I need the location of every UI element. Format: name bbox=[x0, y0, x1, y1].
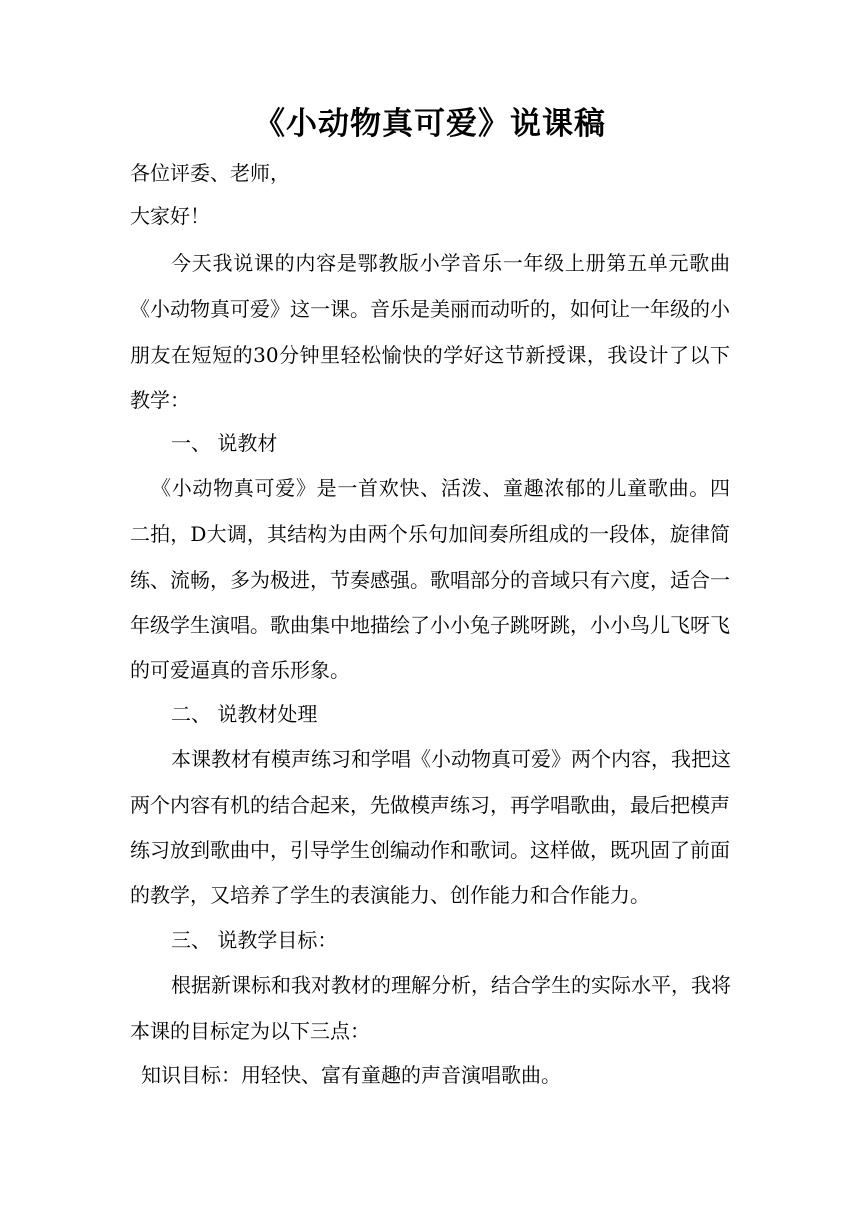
paragraph-line: 的可爱逼真的音乐形象。 bbox=[130, 658, 350, 682]
paragraph-line: 练习放到歌曲中，引导学生创编动作和歌词。这样做，既巩固了前面 bbox=[130, 838, 730, 862]
paragraph-line: 本课教材有模声练习和学唱《小动物真可爱》两个内容，我把这 bbox=[171, 747, 731, 771]
paragraph-line: 《小动物真可爱》是一首欢快、活泼、童趣浓郁的儿童歌曲。四 bbox=[151, 476, 730, 500]
paragraph-line: 练、流畅，多为极进，节奏感强。歌唱部分的音域只有六度，适合一 bbox=[130, 568, 730, 592]
greeting-line: 大家好！ bbox=[130, 204, 210, 228]
document-title: 《小动物真可爱》说课稿 bbox=[254, 106, 606, 142]
paragraph-line: 朋友在短短的30分钟里轻松愉快的学好这节新授课，我设计了以下 bbox=[130, 343, 730, 367]
greeting-line: 各位评委、老师， bbox=[130, 161, 290, 185]
paragraph-line: 的教学，又培养了学生的表演能力、创作能力和合作能力。 bbox=[130, 883, 650, 907]
paragraph-line: 年级学生演唱。歌曲集中地描绘了小小兔子跳呀跳，小小鸟儿飞呀飞 bbox=[130, 613, 730, 637]
paragraph-line: 知识目标：用轻快、富有童趣的声音演唱歌曲。 bbox=[141, 1063, 561, 1087]
paragraph-line: 今天我说课的内容是鄂教版小学音乐一年级上册第五单元歌曲 bbox=[171, 251, 730, 275]
paragraph-line: 本课的目标定为以下三点： bbox=[130, 1019, 370, 1043]
paragraph-line: 根据新课标和我对教材的理解分析，结合学生的实际水平，我将 bbox=[171, 973, 731, 997]
paragraph-line: 两个内容有机的结合起来，先做模声练习，再学唱歌曲，最后把模声 bbox=[130, 793, 730, 817]
section-heading: 二、 说教材处理 bbox=[171, 702, 318, 726]
paragraph-line: 《小动物真可爱》这一课。音乐是美丽而动听的，如何让一年级的小 bbox=[130, 297, 730, 321]
section-heading: 三、 说教学目标： bbox=[171, 928, 338, 952]
section-heading: 一、 说教材 bbox=[171, 431, 278, 455]
paragraph-line: 教学： bbox=[130, 388, 190, 412]
paragraph-line: 二拍，D大调，其结构为由两个乐句加间奏所组成的一段体，旋律简 bbox=[130, 522, 730, 546]
